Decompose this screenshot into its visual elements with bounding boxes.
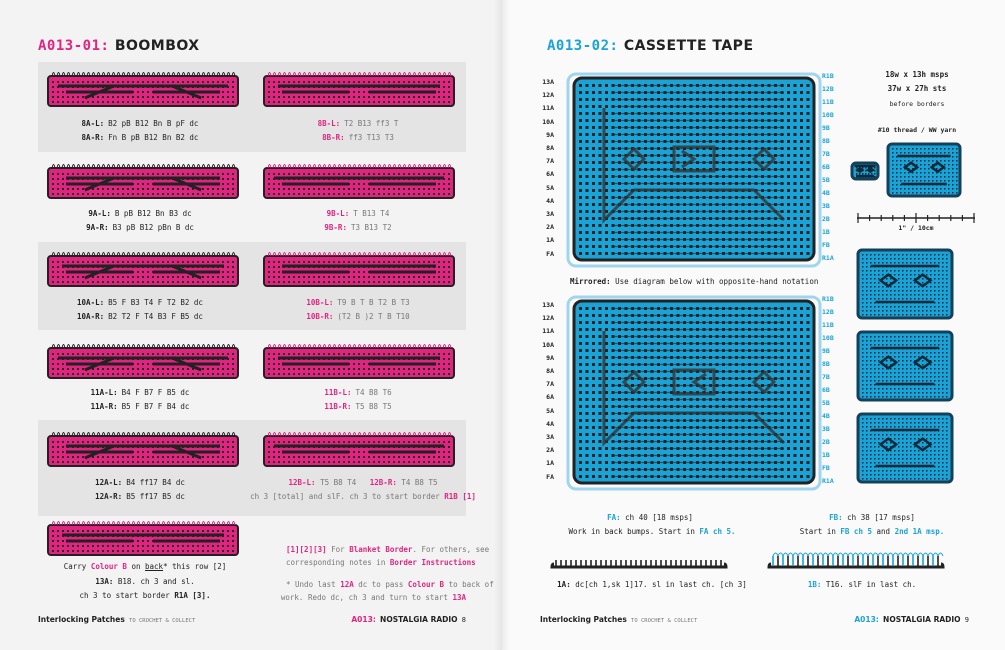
chain-diagram-1b: [767, 550, 945, 576]
row-label-left: 4A: [546, 196, 554, 205]
right-footer-brand: Interlocking Patches TO CROCHET & COLLECT: [540, 615, 698, 624]
row-label-left: 4A: [546, 419, 554, 428]
carry-note: Carry Colour B on back* this row [2]: [63, 562, 227, 571]
row-label-left: 10A: [542, 340, 554, 349]
swatch-row-9a: [46, 160, 240, 200]
row-label-right: 5B: [822, 399, 830, 407]
row-label-left: 3A: [546, 210, 554, 218]
row-label-left: 6A: [546, 170, 554, 179]
swatch-13a: [46, 517, 240, 557]
row-label-right: R1B: [822, 72, 834, 80]
book-gutter: [494, 0, 510, 650]
row-label-right: 9B: [822, 347, 830, 355]
right-page-title: [547, 38, 754, 54]
ruler: [857, 208, 975, 218]
row-label-right: 3B: [822, 425, 830, 433]
row-9b-r-instruction: 9B-R: T3 B13 T2: [324, 223, 392, 232]
row-label-right: 10B: [822, 334, 834, 342]
cassette-chart-bottom: [534, 293, 834, 493]
thumb-swatch-2: [856, 330, 954, 402]
row-label-right: 5B: [822, 176, 830, 184]
row-10b-l-instruction: 10B-L: T9 B T B T2 B T3: [306, 298, 410, 307]
size-msps: 18w x 13h msps: [885, 70, 949, 79]
fa-instruction: FA: ch 40 [18 msps]: [607, 513, 693, 522]
mirrored-note: Mirrored: Use diagram below with opposite-hand notation: [570, 277, 819, 286]
row-label-left: 5A: [546, 183, 554, 192]
swatch-row-8a: [46, 68, 240, 108]
row-8b-r-instruction: 8B-R: ff3 T13 T3: [322, 133, 394, 142]
row-11a-r-instruction: 11A-R: B5 F B7 F B4 dc: [90, 402, 190, 411]
size-note: before borders: [889, 100, 945, 108]
mini-swatch-large: [886, 142, 962, 198]
row-12a-l-instruction: 12A-L: B4 ff17 B4 dc: [95, 478, 185, 487]
swatch-row-9b: [262, 160, 456, 200]
swatch-row-11a: [46, 340, 240, 380]
row-label-right: R1A: [822, 254, 834, 262]
row-label-left: FA: [546, 472, 554, 481]
row-label-left: 9A: [546, 130, 554, 139]
row-label-right: 11B: [822, 321, 834, 329]
row-label-right: 10B: [822, 111, 834, 119]
row-11b-l-instruction: 11B-L: T4 B8 T6: [324, 388, 392, 397]
row-label-left: 7A: [546, 380, 554, 389]
left-page: [0, 0, 502, 650]
row-label-right: 3B: [822, 202, 830, 210]
row-label-left: 13A: [542, 301, 554, 309]
swatch-row-11b: [262, 340, 456, 380]
row-label-right: R1A: [822, 477, 834, 485]
scale-label: 1" / 10cm: [898, 224, 934, 232]
row-13a-instruction: 13A: B18. ch 3 and sl.: [95, 577, 195, 586]
row-label-left: 6A: [546, 393, 554, 402]
row-label-right: 6B: [822, 163, 830, 171]
pattern-code: A013-01:: [38, 38, 110, 54]
row-label-right: 8B: [822, 137, 830, 145]
row-1b-instruction: 1B: T16. slF in last ch.: [807, 580, 917, 589]
row-9a-r-instruction: 9A-R: B3 pB B12 pBn B dc: [86, 223, 194, 232]
row-label-right: FB: [822, 241, 830, 249]
mini-swatch-small: [850, 161, 880, 181]
row-label-right: 12B: [822, 308, 834, 316]
row-label-right: 7B: [822, 150, 830, 158]
row-8a-r-instruction: 8A-R: Fn B pB B12 Bn B2 dc: [81, 133, 199, 142]
row-label-right: 12B: [822, 85, 834, 93]
row-1a-instruction: 1A: dc[ch 1,sk 1]17. sl in last ch. [ch 3]: [557, 580, 747, 589]
row-label-right: 4B: [822, 412, 830, 420]
row-13a-instruction-2: ch 3 to start border R1A [3].: [79, 591, 211, 600]
undo-note: * Undo last 12A dc to pass Colour B to back of: [286, 580, 494, 589]
right-footer-page: A013: NOSTALGIA RADIO 9: [854, 615, 969, 624]
fb-work: Start in FB ch 5 and 2nd 1A msp.: [799, 527, 945, 536]
pattern-name: CASSETTE TAPE: [623, 38, 754, 54]
row-9a-l-instruction: 9A-L: B pB B12 Bn B3 dc: [88, 209, 192, 218]
row-label-left: 12A: [542, 314, 554, 323]
row-label-right: 6B: [822, 386, 830, 394]
row-label-left: 11A: [542, 327, 554, 336]
fb-instruction: FB: ch 38 [17 msps]: [829, 513, 915, 522]
row-label-right: 9B: [822, 124, 830, 132]
row-label-right: 1B: [822, 451, 830, 459]
row-10b-r-instruction: 10B-R: (T2 B )2 T B T10: [306, 312, 410, 321]
row-8a-l-instruction: 8A-L: B2 pB B12 Bn B pF dc: [81, 119, 199, 128]
row-label-left: 10A: [542, 117, 554, 126]
row-11a-l-instruction: 11A-L: B4 F B7 F B5 dc: [90, 388, 190, 397]
row-label-left: 5A: [546, 406, 554, 415]
row-label-left: 7A: [546, 157, 554, 166]
swatch-row-8b: [262, 68, 456, 108]
border-note-2: corresponding notes in Border Instructions: [286, 558, 476, 567]
thread-note: #10 thread / WW yarn: [877, 126, 957, 134]
row-12a-r-instruction: 12A-R: B5 ff17 B5 dc: [95, 492, 185, 501]
row-label-left: 11A: [542, 104, 554, 113]
pattern-code: A013-02:: [547, 38, 619, 54]
row-12b-instruction: 12B-L: T5 B8 T4 12B-R: T4 B8 T5: [288, 478, 438, 487]
undo-note-2: work. Redo dc, ch 3 and turn to start 13A: [280, 593, 466, 602]
row-label-left: 12A: [542, 91, 554, 100]
swatch-row-10b: [262, 248, 456, 288]
row-label-left: 8A: [546, 367, 554, 375]
row-8b-l-instruction: 8B-L: T2 B13 ff3 T: [317, 119, 399, 128]
swatch-row-12a: [46, 428, 240, 468]
left-footer-page: A013: NOSTALGIA RADIO 8: [351, 615, 466, 624]
thumb-swatch-1: [856, 248, 954, 320]
row-label-left: 2A: [546, 446, 554, 455]
row-label-left: 1A: [546, 236, 554, 245]
chain-diagram-1a: [550, 550, 728, 576]
left-page-title: [38, 38, 200, 54]
fa-work: Work in back bumps. Start in FA ch 5.: [568, 527, 736, 536]
row-label-right: 7B: [822, 373, 830, 381]
row-label-left: FA: [546, 249, 554, 258]
swatch-row-10a: [46, 248, 240, 288]
row-9b-l-instruction: 9B-L: T B13 T4: [326, 209, 390, 218]
row-11b-r-instruction: 11B-R: T5 B8 T5: [324, 402, 392, 411]
row-label-left: 8A: [546, 144, 554, 152]
swatch-row-12b: [262, 428, 456, 468]
row-10a-l-instruction: 10A-L: B5 F B3 T4 F T2 B2 dc: [77, 298, 203, 307]
row-label-right: 11B: [822, 98, 834, 106]
row-label-right: FB: [822, 464, 830, 472]
row-label-right: 2B: [822, 215, 830, 223]
row-label-left: 1A: [546, 459, 554, 468]
cassette-chart-top: [534, 70, 834, 270]
border-note: [1][2][3] For Blanket Border. For others, see: [286, 545, 490, 554]
thumb-swatch-3: [856, 412, 954, 484]
row-label-left: 2A: [546, 223, 554, 232]
row-label-left: 9A: [546, 353, 554, 362]
size-sts: 37w x 27h sts: [887, 84, 947, 93]
left-footer-brand: Interlocking Patches TO CROCHET & COLLECT: [38, 615, 196, 624]
row-label-left: 3A: [546, 433, 554, 441]
row-label-right: 2B: [822, 438, 830, 446]
row-label-right: 4B: [822, 189, 830, 197]
pattern-name: BOOMBOX: [114, 38, 200, 54]
right-page: [502, 0, 1005, 650]
row-12-border-note: ch 3 [total] and slF. ch 3 to start border R1B [1]: [250, 492, 476, 501]
row-label-right: 8B: [822, 360, 830, 368]
row-label-left: 13A: [542, 78, 554, 86]
row-10a-r-instruction: 10A-R: B2 T2 F T4 B3 F B5 dc: [77, 312, 203, 321]
row-label-right: 1B: [822, 228, 830, 236]
row-label-right: R1B: [822, 295, 834, 303]
